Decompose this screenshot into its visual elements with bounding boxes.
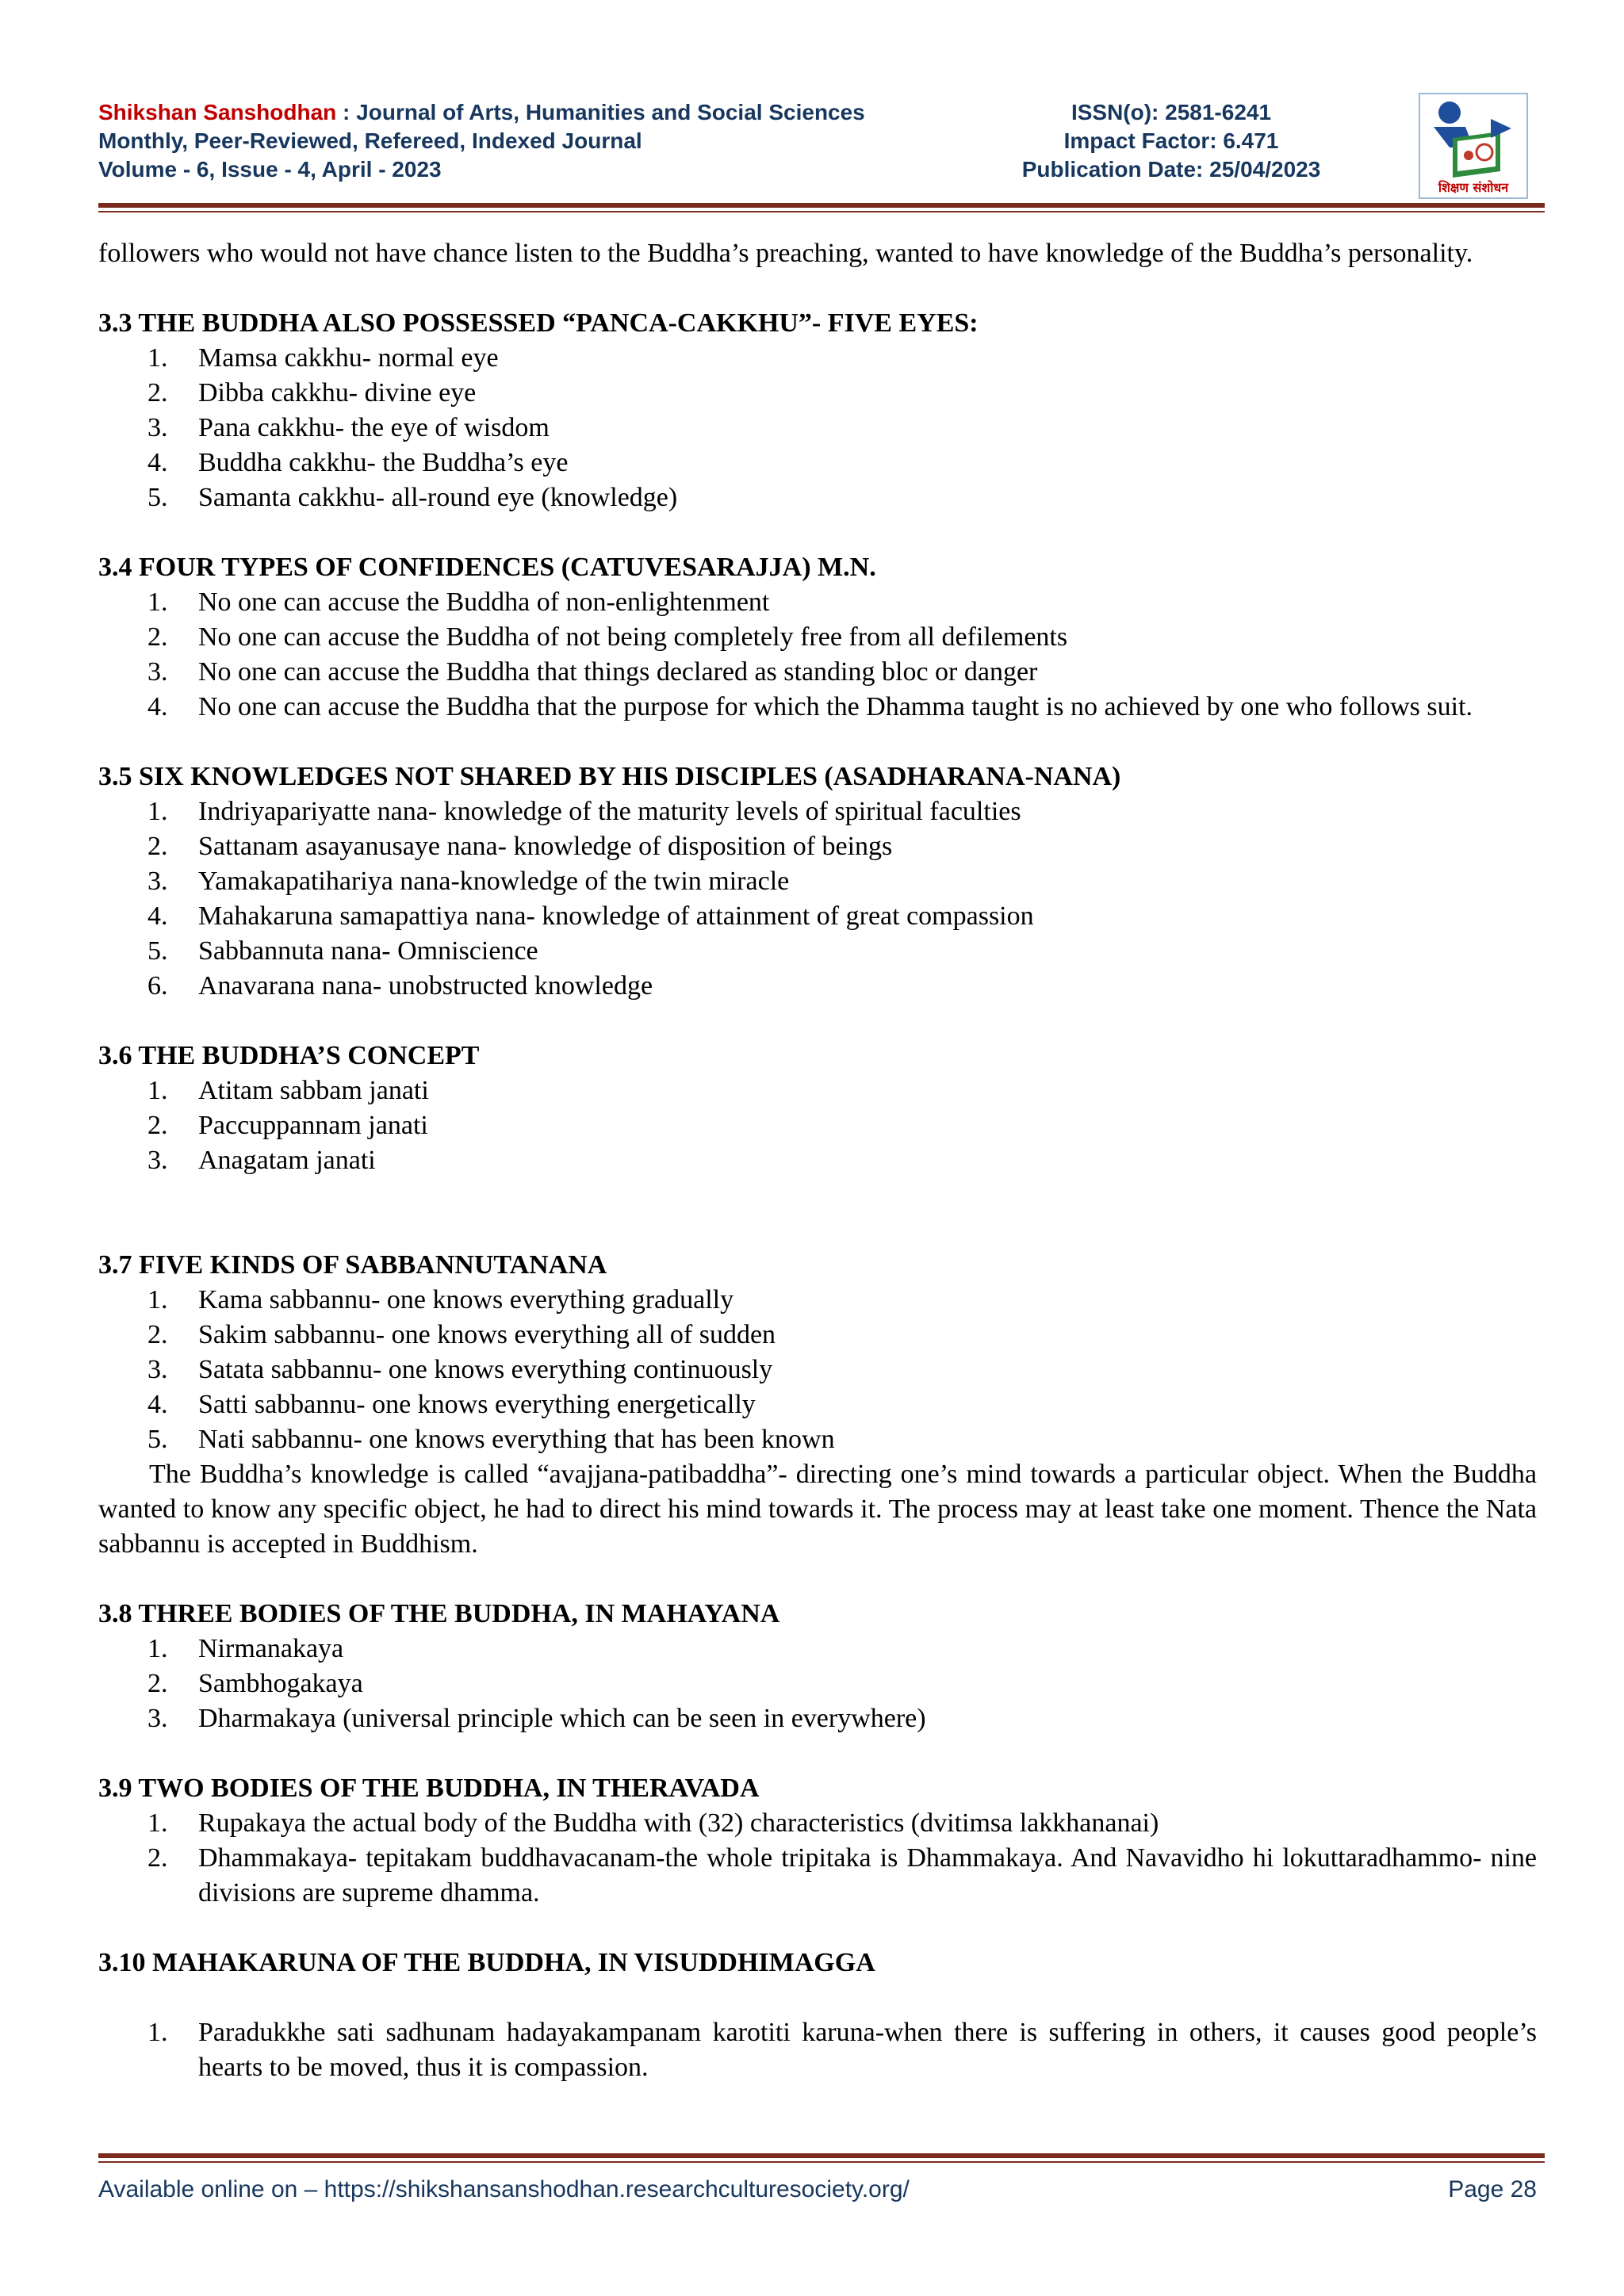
list-text: Anavarana nana- unobstructed knowledge [198,971,653,1001]
list-text: Sakim sabbannu- one knows everything all of sudden [198,1320,776,1349]
list-item [98,1353,1537,1387]
list-item [98,1318,1537,1353]
section-3-4 [98,550,1537,725]
journal-header [98,98,1526,193]
list-number: 4. [147,448,168,477]
numbered-list [98,585,1537,725]
journal-info-left [98,98,865,184]
list-number: 2. [147,1320,168,1349]
numbered-list [98,794,1537,1004]
list-number: 2. [147,832,168,861]
section-heading: 3.9 TWO BODIES OF THE BUDDHA, IN THERAVADA [98,1774,760,1803]
header-rule-thin [98,211,1545,212]
body-paragraph: The Buddha’s knowledge is called “avajjana-patibaddha”- directing one’s mind towards a particular object. When the Buddha wanted to know any specific object, he had to direct his mind towards it. The process may at least take one moment. Thence the Nata sabbannu is accepted in Buddhism. [98,1460,1537,1559]
list-text: No one can accuse the Buddha that the purpose for which the Dhamma taught is no achieved by one who follows suit. [198,692,1473,721]
journal-title-line [98,98,865,127]
list-number: 1. [147,797,168,826]
list-item [98,655,1537,690]
list-item [98,899,1537,934]
list-text: Sambhogakaya [198,1669,363,1698]
list-number: 3. [147,413,168,442]
list-number: 3. [147,1355,168,1384]
footer-rule-thin [98,2161,1545,2163]
issn: ISSN(o): 2581-6241 [1071,100,1272,124]
list-number: 5. [147,936,168,966]
footer-rule [98,2153,1545,2158]
list-text: No one can accuse the Buddha of not being completely free from all defilements [198,622,1068,652]
list-number: 1. [147,1808,168,1838]
list-number: 1. [147,2018,168,2047]
numbered-list [98,2015,1537,2085]
section-3-3 [98,306,1537,515]
section-3-8 [98,1597,1537,1736]
list-item [98,341,1537,376]
journal-name: Shikshan Sanshodhan [98,100,337,124]
list-item [98,411,1537,446]
list-item [98,1143,1537,1178]
section-3-9 [98,1771,1537,1911]
list-text: Atitam sabbam janati [198,1076,429,1105]
list-number: 3. [147,1704,168,1733]
list-text: No one can accuse the Buddha that things declared as standing bloc or danger [198,657,1038,687]
list-text: Rupakaya the actual body of the Buddha with (32) characteristics (dvitimsa lakkhananai) [198,1808,1159,1838]
list-text: Samanta cakkhu- all-round eye (knowledge) [198,483,678,512]
numbered-list [98,1806,1537,1911]
list-number: 5. [147,1425,168,1454]
logo-text: शिक्षण संशोधन [1438,180,1509,195]
list-text: Nati sabbannu- one knows everything that has been known [198,1425,835,1454]
list-item [98,376,1537,411]
section-heading: 3.3 THE BUDDHA ALSO POSSESSED “PANCA-CAKKHU”- FIVE EYES: [98,308,979,338]
numbered-list [98,1283,1537,1457]
journal-logo [1418,92,1529,200]
list-text: Satata sabbannu- one knows everything continuously [198,1355,773,1384]
list-item [98,1701,1537,1736]
list-text: Mahakaruna samapattiya nana- knowledge of attainment of great compassion [198,901,1034,931]
list-text: Kama sabbannu- one knows everything gradually [198,1285,734,1314]
list-item [98,864,1537,899]
list-number: 2. [147,1843,168,1873]
section-3-5 [98,760,1537,1004]
list-number: 5. [147,483,168,512]
list-text: Sattanam asayanusaye nana- knowledge of disposition of beings [198,832,893,861]
list-text: Dhammakaya- tepitakam buddhavacanam-the whole tripitaka is Dhammakaya. And Navavidho hi lokuttaradhammo- nine divisions are supreme dhamma. [198,1843,1537,1908]
list-item [98,480,1537,515]
list-number: 2. [147,1111,168,1140]
list-text: No one can accuse the Buddha of non-enlightenment [198,587,770,617]
list-item [98,1283,1537,1318]
section-3-6 [98,1039,1537,1178]
section-heading: 3.7 FIVE KINDS OF SABBANNUTANANA [98,1250,607,1280]
list-item [98,829,1537,864]
page-number: Page 28 [1448,2176,1537,2202]
list-text: Indriyapariyatte nana- knowledge of the maturity levels of spiritual faculties [198,797,1021,826]
list-item [98,1806,1537,1841]
journal-info-right [977,98,1365,184]
intro-paragraph: followers who would not have chance listen to the Buddha’s preaching, wanted to have knowledge of the Buddha’s personality. [98,239,1473,268]
list-item [98,1841,1537,1911]
list-number: 2. [147,1669,168,1698]
impact-factor: Impact Factor: 6.471 [1063,128,1279,153]
list-item [98,585,1537,620]
list-number: 3. [147,657,168,687]
section-heading: 3.8 THREE BODIES OF THE BUDDHA, IN MAHAYANA [98,1599,780,1628]
numbered-list [98,1632,1537,1736]
list-text: Anagatam janati [198,1146,376,1175]
numbered-list [98,1073,1537,1178]
list-item [98,969,1537,1004]
list-item [98,934,1537,969]
journal-type: Monthly, Peer-Reviewed, Refereed, Indexed Journal [98,128,642,153]
list-number: 3. [147,1146,168,1175]
list-item [98,1632,1537,1667]
list-number: 4. [147,692,168,721]
section-heading: 3.10 MAHAKARUNA OF THE BUDDHA, IN VISUDDHIMAGGA [98,1948,875,1977]
list-text: Mamsa cakkhu- normal eye [198,343,499,373]
journal-subtitle: : Journal of Arts, Humanities and Social Sciences [336,100,865,124]
list-item [98,1387,1537,1422]
page-content [98,236,1537,2085]
list-number: 1. [147,1285,168,1314]
list-item [98,1667,1537,1701]
list-text: Nirmanakaya [198,1634,344,1663]
list-text: Dibba cakkhu- divine eye [198,378,477,408]
list-item [98,1422,1537,1457]
list-number: 1. [147,587,168,617]
list-text: Yamakapatihariya nana-knowledge of the twin miracle [198,867,790,896]
list-number: 1. [147,1076,168,1105]
list-number: 4. [147,901,168,931]
list-number: 1. [147,1634,168,1663]
section-heading: 3.5 SIX KNOWLEDGES NOT SHARED BY HIS DISCIPLES (ASADHARANA-NANA) [98,762,1121,791]
list-text: Buddha cakkhu- the Buddha’s eye [198,448,569,477]
header-rule [98,203,1545,208]
list-number: 3. [147,867,168,896]
publication-date: Publication Date: 25/04/2023 [1021,157,1321,182]
numbered-list [98,341,1537,515]
available-online-link[interactable]: Available online on – https://shikshansanshodhan.researchculturesociety.org/ [98,2176,910,2202]
section-3-7 [98,1248,1537,1562]
section-heading: 3.6 THE BUDDHA’S CONCEPT [98,1041,480,1070]
section-heading: 3.4 FOUR TYPES OF CONFIDENCES (CATUVESARAJJA) M.N. [98,553,876,582]
list-item [98,1108,1537,1143]
list-number: 6. [147,971,168,1001]
list-text: Paradukkhe sati sadhunam hadayakampanam karotiti karuna-when there is suffering in others, it causes good people’s hearts to be moved, thus it is compassion. [198,2018,1537,2082]
list-item [98,690,1537,725]
list-number: 2. [147,622,168,652]
list-item [98,620,1537,655]
list-item [98,794,1537,829]
section-3-10 [98,1946,1537,2085]
list-text: Sabbannuta nana- Omniscience [198,936,538,966]
list-number: 2. [147,378,168,408]
list-text: Satti sabbannu- one knows everything energetically [198,1390,756,1419]
list-item [98,446,1537,480]
list-text: Pana cakkhu- the eye of wisdom [198,413,550,442]
list-text: Dharmakaya (universal principle which can be seen in everywhere) [198,1704,926,1733]
list-number: 4. [147,1390,168,1419]
list-item [98,2015,1537,2085]
page-footer [98,2174,1537,2206]
list-text: Paccuppannam janati [198,1111,428,1140]
list-item [98,1073,1537,1108]
journal-volume: Volume - 6, Issue - 4, April - 2023 [98,157,442,182]
list-number: 1. [147,343,168,373]
